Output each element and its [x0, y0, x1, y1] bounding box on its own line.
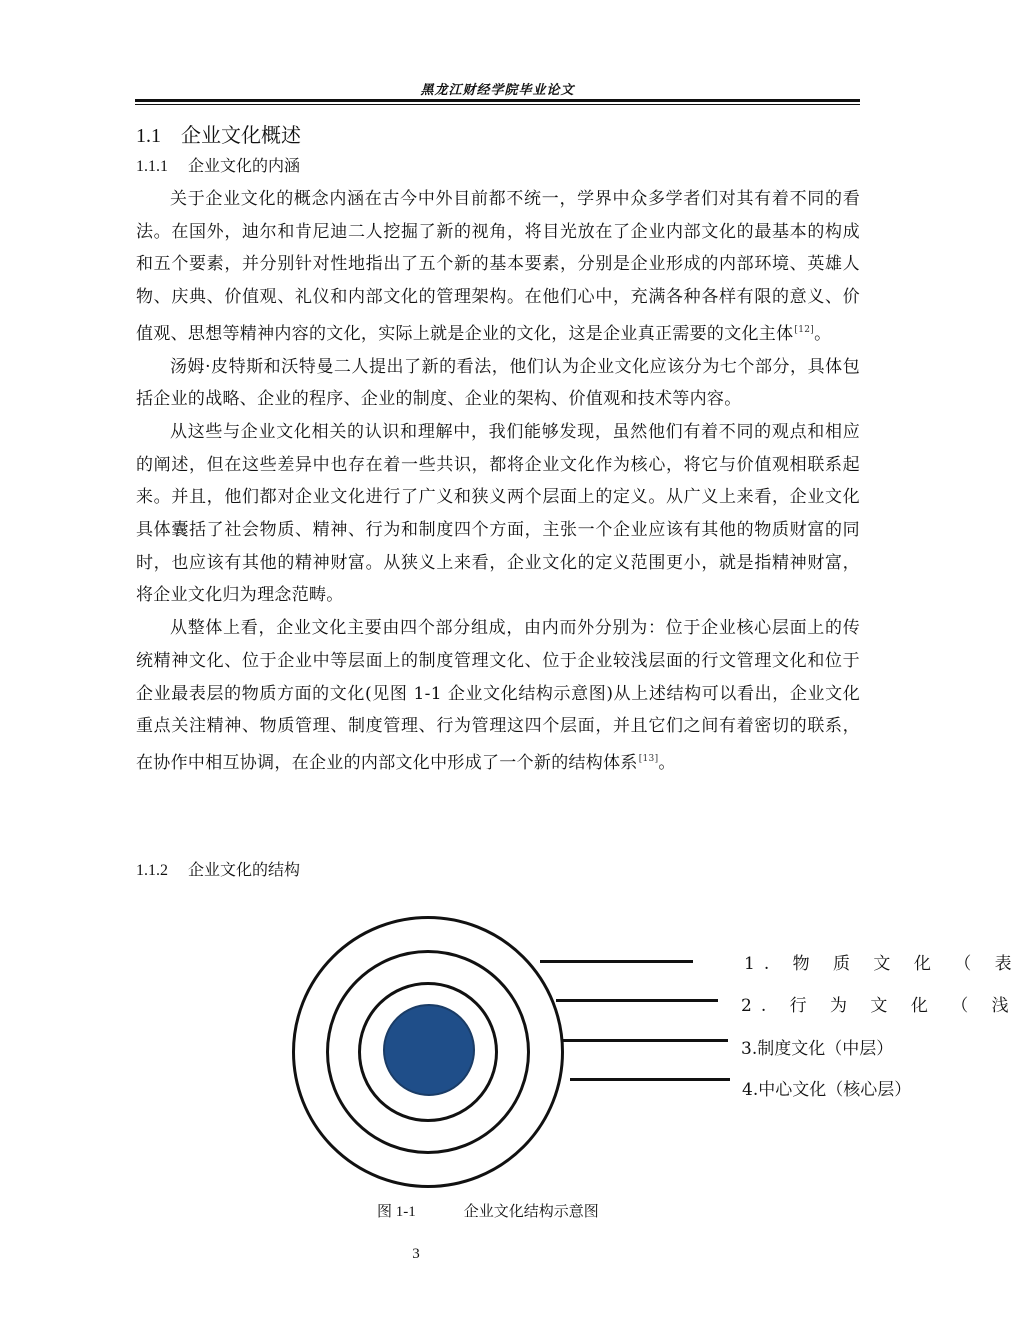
section-number: 1.1	[136, 125, 161, 147]
leader-line-3	[562, 1039, 728, 1042]
paragraph: 汤姆·皮特斯和沃特曼二人提出了新的看法，他们认为企业文化应该分为七个部分，具体包括企业的战略、企业的程序、企业的制度、企业的架构、价值观和技术等内容。	[136, 356, 860, 410]
subsection-heading-2	[136, 857, 300, 880]
figure-caption-text: 企业文化结构示意图	[463, 1202, 599, 1220]
page-number: 3	[412, 1246, 420, 1262]
figure-caption	[377, 1200, 599, 1221]
subsection-title: 企业文化的内涵	[188, 156, 301, 175]
figure-label-2: 2. 行 为 文 化 （ 浅	[741, 996, 1018, 1016]
paragraph: 从整体上看，企业文化主要由四个部分组成，由内而外分别为：位于企业核心层面上的传统精神文化、位于企业中等层面上的制度管理文化、位于企业较浅层面的行文管理文化和位于企业最表层的物质方面的文化(见图 1-1 企业文化结构示意图)从上述结构可以看出，企业文化重点关注精神、物质管理、制度管理、行为管理这四个层面，并且它们之间有着密切的联系，在协作中相互协调，在企业的内部文化中形成了一个新的结构体系[13]。	[136, 618, 860, 773]
header-rule-thin	[135, 104, 860, 105]
section-title: 企业文化概述	[181, 123, 301, 147]
paragraph: 从这些与企业文化相关的认识和理解中，我们能够发现，虽然他们有着不同的观点和相应的阐述，但在这些差异中也存在着一些共识，都将企业文化作为核心，将它与价值观相联系起来。并且，他们都对企业文化进行了广义和狭义两个层面上的定义。从广义上来看，企业文化具体囊括了社会物质、精神、行为和制度四个方面，主张一个企业应该有其他的物质财富的同时，也应该有其他的精神财富。从狭义上来看，企业文化的定义范围更小，就是指精神财富，将企业文化归为理念范畴。	[136, 421, 860, 606]
core-circle	[383, 1004, 475, 1096]
subsection-title: 企业文化的结构	[188, 860, 301, 879]
ring-behavior	[326, 950, 530, 1154]
subsection-number: 1.1.2	[136, 862, 168, 879]
citation-ref: [13]	[638, 753, 659, 764]
section-heading	[136, 119, 301, 148]
body-text	[136, 183, 860, 780]
paragraph: 关于企业文化的概念内涵在古今中外目前都不统一，学界中众多学者们对其有着不同的看法。在国外，迪尔和肯尼迪二人挖掘了新的视角，将目光放在了企业内部文化的最基本的构成和五个要素，并分别针对性地指出了五个新的基本要素，分别是企业形成的内部环境、英雄人物、庆典、价值观、礼仪和内部文化的管理架构。在他们心中，充满各种各样有限的意义、价值观、思想等精神内容的文化，实际上就是企业的文化，这是企业真正需要的文化主体[12]。	[136, 189, 860, 344]
leader-line-2	[556, 999, 718, 1002]
leader-line-4	[570, 1078, 730, 1081]
ring-institution	[358, 982, 498, 1122]
figure-label-4: 4.中心文化（核心层）	[742, 1080, 912, 1100]
running-header-title: 黑龙江财经学院毕业论文	[420, 83, 575, 98]
citation-ref: [12]	[794, 324, 815, 335]
leader-line-1	[540, 960, 693, 963]
header-rule-thick	[135, 99, 860, 102]
outer-ring-material	[292, 916, 564, 1188]
subsection-number: 1.1.1	[136, 158, 168, 175]
figure-label-1: 1. 物 质 文 化 （ 表	[744, 954, 1021, 974]
figure-label-3: 3.制度文化（中层）	[741, 1039, 894, 1059]
figure-caption-number: 图 1-1	[377, 1204, 416, 1220]
subsection-heading-1	[136, 153, 300, 176]
